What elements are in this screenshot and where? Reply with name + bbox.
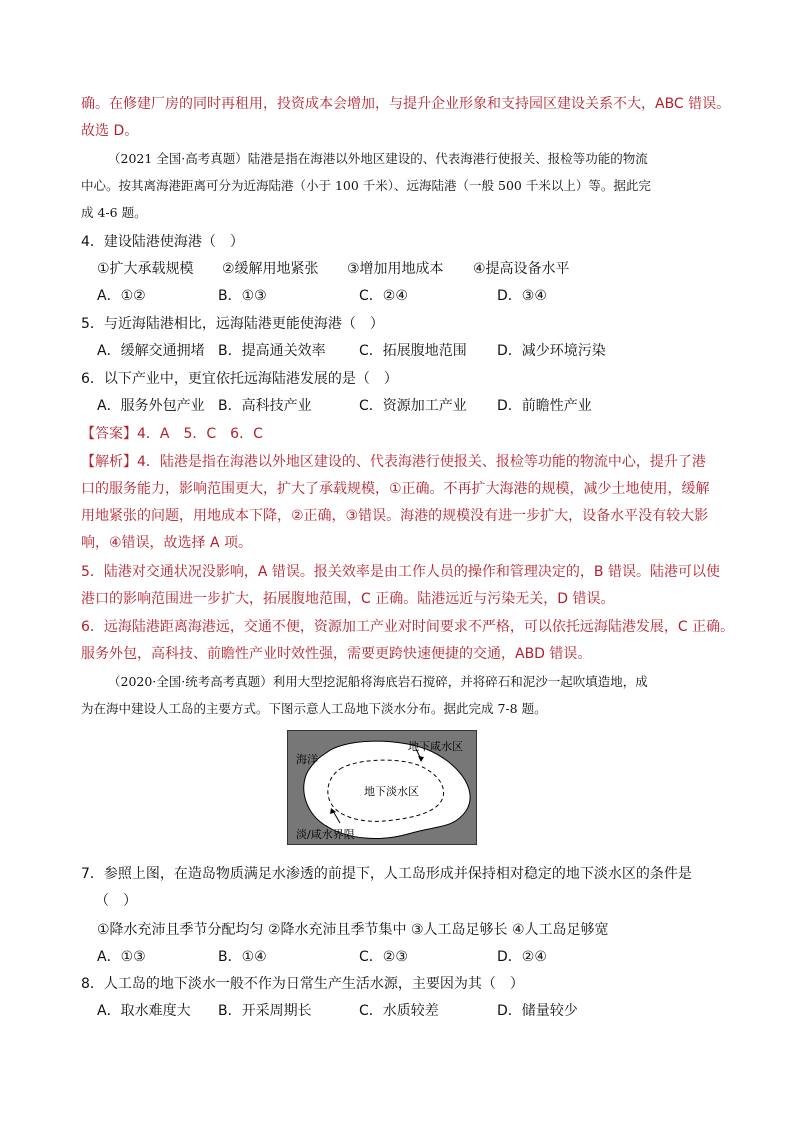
q7-option-c[interactable]: C．②③ bbox=[359, 949, 408, 965]
group2-intro-line2: 为在海中建设人工岛的主要方式。下图示意人工岛地下淡水分布。据此完成 7-8 题。 bbox=[81, 701, 547, 716]
q4-option-c[interactable]: C．②④ bbox=[359, 288, 408, 304]
prev-answer-line1: 确。在修建厂房的同时再租用，投资成本会增加，与提升企业形象和支持园区建设关系不大，ABC 错误。 bbox=[81, 96, 731, 112]
prev-answer-line2: 故选 D。 bbox=[81, 123, 139, 139]
question-7-stem-line2: （ ） bbox=[95, 893, 137, 909]
artificial-island-map bbox=[287, 730, 477, 845]
q4-option-d[interactable]: D．③④ bbox=[497, 288, 547, 304]
q4-item-2: ②缓解用地紧张 bbox=[222, 261, 319, 277]
boundary-label: 淡/咸水界限 bbox=[296, 828, 355, 841]
group1-intro-line2: 中心。按其离海港距离可分为近海陆港（小于 100 千米）、远海陆港（一般 500 千米以上）等。据此完 bbox=[81, 178, 651, 193]
analysis-q6-line1: 6．远海陆港距离海港远，交通不便，资源加工产业对时间要求不严格，可以依托远海陆港发展，C 正确。 bbox=[81, 619, 735, 635]
question-4-options bbox=[97, 286, 697, 306]
q6-option-d[interactable]: D．前瞻性产业 bbox=[497, 398, 592, 414]
q8-option-c[interactable]: C．水质较差 bbox=[359, 1003, 439, 1019]
question-7-options bbox=[97, 947, 697, 967]
question-7-items: ①降水充沛且季节分配均匀 ②降水充沛且季节集中 ③人工岛足够长 ④人工岛足够宽 bbox=[97, 922, 609, 938]
q8-option-b[interactable]: B．开采周期长 bbox=[218, 1003, 312, 1019]
artificial-island-svg bbox=[288, 731, 476, 844]
group2-intro-line1: （2020·全国·统考高考真题）利用大型挖泥船将海底岩石搅碎，并将碎石和泥沙一起吹填造地，成 bbox=[108, 674, 648, 689]
q6-option-c[interactable]: C．资源加工产业 bbox=[359, 398, 467, 414]
analysis-q5-line1: 5．陆港对交通状况没影响，A 错误。报关效率是由工作人员的操作和管理决定的，B 错误。陆港可以使 bbox=[81, 564, 720, 580]
question-8-options bbox=[97, 1001, 697, 1021]
q4-item-4: ④提高设备水平 bbox=[473, 261, 570, 277]
analysis-q4-line3: 用地紧张的问题，用地成本下降，②正确，③错误。海港的规模没有进一步扩大，设备水平没有较大影 bbox=[81, 508, 709, 524]
q4-option-a[interactable]: A．①② bbox=[97, 288, 146, 304]
freshwater-label: 地下淡水区 bbox=[364, 785, 419, 798]
q7-option-d[interactable]: D．②④ bbox=[497, 949, 547, 965]
question-6-options bbox=[97, 396, 697, 416]
q4-item-1: ①扩大承载规模 bbox=[97, 261, 194, 277]
answer-4-6: 【答案】4．A 5．C 6．C bbox=[81, 426, 263, 442]
question-7-stem-line1: 7．参照上图，在造岛物质满足水渗透的前提下，人工岛形成并保持相对稳定的地下淡水区的条件是 bbox=[81, 866, 692, 882]
q8-option-a[interactable]: A．取水难度大 bbox=[97, 1003, 191, 1019]
question-4-stem: 4．建设陆港使海港（ ） bbox=[81, 234, 244, 250]
analysis-q4-line2: 口的服务能力，影响范围更大，扩大了承载规模，①正确。不再扩大海港的规模，减少土地使用，缓解 bbox=[81, 481, 710, 497]
question-6-stem: 6．以下产业中，更宜依托远海陆港发展的是（ ） bbox=[81, 371, 398, 387]
q7-option-a[interactable]: A．①③ bbox=[97, 949, 146, 965]
q8-option-d[interactable]: D．储量较少 bbox=[497, 1003, 578, 1019]
q4-item-3: ③增加用地成本 bbox=[347, 261, 444, 277]
group1-intro-line3: 成 4-6 题。 bbox=[81, 205, 147, 220]
q5-option-b[interactable]: B．提高通关效率 bbox=[218, 343, 326, 359]
question-4-items bbox=[97, 259, 697, 279]
saltwater-label: 地下咸水区 bbox=[408, 740, 463, 753]
question-5-stem: 5．与近海陆港相比，远海陆港更能使海港（ ） bbox=[81, 316, 384, 332]
question-5-options bbox=[97, 341, 697, 361]
analysis-q4-line4: 响，④错误，故选择 A 项。 bbox=[81, 535, 253, 551]
q5-option-c[interactable]: C．拓展腹地范围 bbox=[359, 343, 467, 359]
analysis-q6-line2: 服务外包，高科技、前瞻性产业时效性强，需要更跨快速便捷的交通，ABD 错误。 bbox=[81, 646, 592, 662]
question-8-stem: 8．人工岛的地下淡水一般不作为日常生产生活水源，主要因为其（ ） bbox=[81, 976, 524, 992]
q6-option-a[interactable]: A．服务外包产业 bbox=[97, 398, 205, 414]
ocean-label: 海洋 bbox=[296, 753, 318, 766]
q5-option-a[interactable]: A．缓解交通拥堵 bbox=[97, 343, 205, 359]
analysis-q5-line2: 港口的影响范围进一步扩大，拓展腹地范围，C 正确。陆港远近与污染无关，D 错误。 bbox=[81, 591, 615, 607]
analysis-q4-line1: 【解析】4．陆港是指在海港以外地区建设的、代表海港行使报关、报检等功能的物流中心，提升了港 bbox=[81, 454, 706, 470]
q5-option-d[interactable]: D．减少环境污染 bbox=[497, 343, 606, 359]
group1-intro-line1: （2021 全国·高考真题）陆港是指在海港以外地区建设的、代表海港行使报关、报检等功能的物流 bbox=[108, 151, 648, 166]
q4-option-b[interactable]: B．①③ bbox=[218, 288, 267, 304]
q6-option-b[interactable]: B．高科技产业 bbox=[218, 398, 312, 414]
q7-option-b[interactable]: B．①④ bbox=[218, 949, 267, 965]
